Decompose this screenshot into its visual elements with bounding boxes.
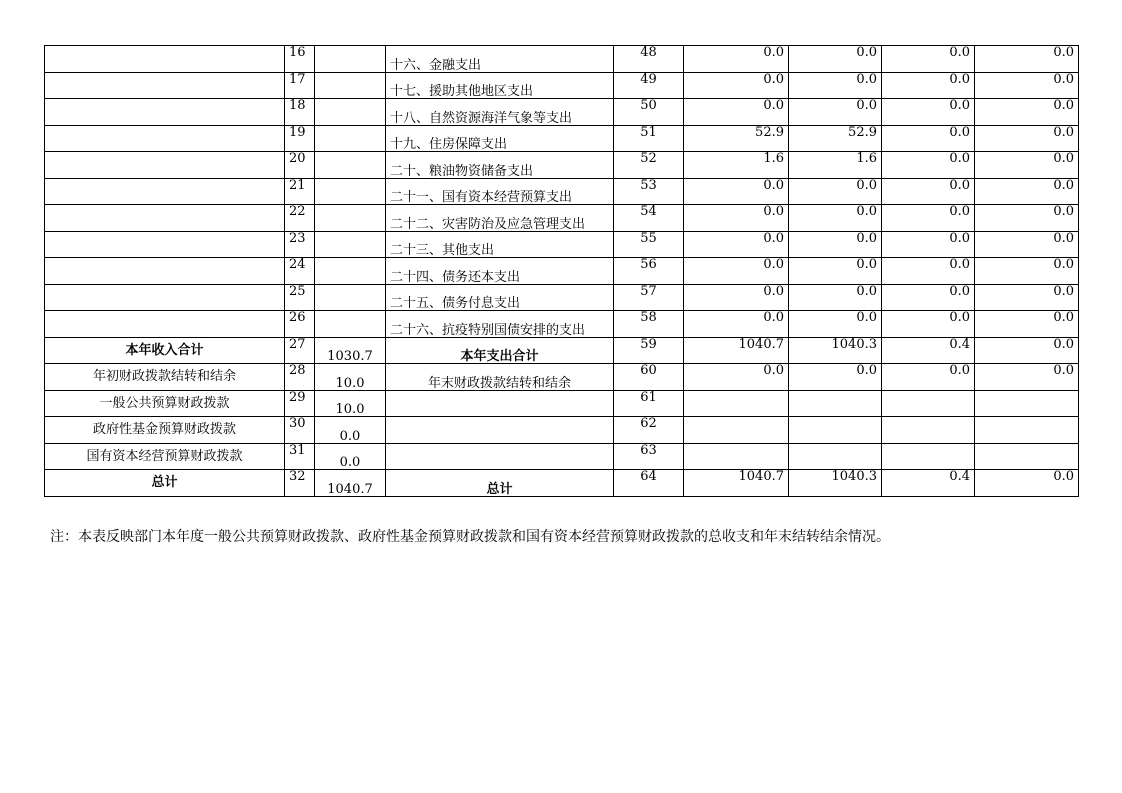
expense-total: 0.0 — [684, 205, 789, 232]
table-row — [45, 390, 1079, 417]
state-capital-amount: 0.0 — [975, 152, 1079, 179]
state-capital-amount: 0.0 — [975, 337, 1079, 364]
expense-item-label: 二十一、国有资本经营预算支出 — [386, 178, 614, 205]
expense-total: 0.0 — [684, 284, 789, 311]
expense-total: 1040.7 — [684, 470, 789, 497]
income-amount — [315, 125, 386, 152]
expense-row-number: 60 — [614, 364, 684, 391]
income-row-number: 28 — [285, 364, 315, 391]
government-fund-amount — [882, 443, 975, 470]
expense-row-number: 56 — [614, 258, 684, 285]
general-public-budget-amount — [789, 390, 882, 417]
expense-row-number: 57 — [614, 284, 684, 311]
state-capital-amount — [975, 417, 1079, 444]
income-item-label: 年初财政拨款结转和结余 — [45, 364, 285, 391]
general-public-budget-amount: 0.0 — [789, 205, 882, 232]
expense-item-label: 二十四、债务还本支出 — [386, 258, 614, 285]
government-fund-amount: 0.4 — [882, 470, 975, 497]
expense-item-label: 十九、住房保障支出 — [386, 125, 614, 152]
income-amount — [315, 258, 386, 285]
expense-item-label — [386, 443, 614, 470]
state-capital-amount: 0.0 — [975, 99, 1079, 126]
income-item-label — [45, 152, 285, 179]
expense-item-label: 年末财政拨款结转和结余 — [386, 364, 614, 391]
general-public-budget-amount: 1.6 — [789, 152, 882, 179]
expense-item-label: 二十三、其他支出 — [386, 231, 614, 258]
table-row — [45, 152, 1079, 179]
income-amount — [315, 72, 386, 99]
expense-total — [684, 417, 789, 444]
expense-item-label: 二十五、债务付息支出 — [386, 284, 614, 311]
expense-total: 1.6 — [684, 152, 789, 179]
general-public-budget-amount — [789, 417, 882, 444]
expense-total — [684, 443, 789, 470]
income-row-number: 30 — [285, 417, 315, 444]
general-public-budget-amount: 1040.3 — [789, 337, 882, 364]
government-fund-amount: 0.0 — [882, 178, 975, 205]
expense-row-number: 55 — [614, 231, 684, 258]
general-public-budget-amount: 1040.3 — [789, 470, 882, 497]
expense-item-label: 二十六、抗疫特别国债安排的支出 — [386, 311, 614, 338]
income-row-number: 22 — [285, 205, 315, 232]
income-item-label: 政府性基金预算财政拨款 — [45, 417, 285, 444]
expense-item-label: 二十、粮油物资储备支出 — [386, 152, 614, 179]
state-capital-amount: 0.0 — [975, 46, 1079, 73]
expense-item-label: 总计 — [386, 470, 614, 497]
expense-row-number: 48 — [614, 46, 684, 73]
expense-item-label: 十七、援助其他地区支出 — [386, 72, 614, 99]
expense-row-number: 59 — [614, 337, 684, 364]
expense-item-label: 十六、金融支出 — [386, 46, 614, 73]
income-item-label — [45, 284, 285, 311]
income-row-number: 26 — [285, 311, 315, 338]
general-public-budget-amount: 0.0 — [789, 284, 882, 311]
income-row-number: 18 — [285, 99, 315, 126]
table-row — [45, 470, 1079, 497]
state-capital-amount: 0.0 — [975, 284, 1079, 311]
state-capital-amount: 0.0 — [975, 125, 1079, 152]
income-amount — [315, 311, 386, 338]
income-item-label — [45, 72, 285, 99]
expense-row-number: 61 — [614, 390, 684, 417]
income-item-label — [45, 178, 285, 205]
table-note: 注：本表反映部门本年度一般公共预算财政拨款、政府性基金预算财政拨款和国有资本经营预算财政拨款的总收支和年末结转结余情况。 — [50, 529, 890, 545]
income-item-label — [45, 258, 285, 285]
income-item-label: 国有资本经营预算财政拨款 — [45, 443, 285, 470]
general-public-budget-amount: 0.0 — [789, 72, 882, 99]
table-row — [45, 284, 1079, 311]
income-row-number: 17 — [285, 72, 315, 99]
expense-item-label: 十八、自然资源海洋气象等支出 — [386, 99, 614, 126]
table-row — [45, 311, 1079, 338]
expense-total: 1040.7 — [684, 337, 789, 364]
expense-total: 0.0 — [684, 46, 789, 73]
government-fund-amount: 0.0 — [882, 46, 975, 73]
table-row — [45, 258, 1079, 285]
expense-row-number: 49 — [614, 72, 684, 99]
expense-row-number: 54 — [614, 205, 684, 232]
expense-row-number: 50 — [614, 99, 684, 126]
income-amount: 10.0 — [315, 390, 386, 417]
income-amount: 0.0 — [315, 417, 386, 444]
expense-row-number: 63 — [614, 443, 684, 470]
income-item-label: 总计 — [45, 470, 285, 497]
general-public-budget-amount: 0.0 — [789, 178, 882, 205]
government-fund-amount — [882, 417, 975, 444]
income-row-number: 24 — [285, 258, 315, 285]
state-capital-amount: 0.0 — [975, 178, 1079, 205]
general-public-budget-amount: 0.0 — [789, 46, 882, 73]
state-capital-amount — [975, 443, 1079, 470]
income-row-number: 27 — [285, 337, 315, 364]
income-item-label: 一般公共预算财政拨款 — [45, 390, 285, 417]
expense-item-label — [386, 417, 614, 444]
state-capital-amount: 0.0 — [975, 258, 1079, 285]
table-row — [45, 205, 1079, 232]
expense-row-number: 52 — [614, 152, 684, 179]
general-public-budget-amount: 52.9 — [789, 125, 882, 152]
income-amount: 1030.7 — [315, 337, 386, 364]
income-amount — [315, 46, 386, 73]
government-fund-amount: 0.0 — [882, 231, 975, 258]
expense-total: 0.0 — [684, 178, 789, 205]
table-row — [45, 72, 1079, 99]
table-row — [45, 337, 1079, 364]
state-capital-amount: 0.0 — [975, 470, 1079, 497]
table-row — [45, 417, 1079, 444]
table-row — [45, 99, 1079, 126]
expense-total: 0.0 — [684, 364, 789, 391]
income-item-label — [45, 46, 285, 73]
income-amount — [315, 284, 386, 311]
income-row-number: 31 — [285, 443, 315, 470]
expense-row-number: 62 — [614, 417, 684, 444]
income-amount — [315, 99, 386, 126]
state-capital-amount: 0.0 — [975, 364, 1079, 391]
income-item-label — [45, 205, 285, 232]
table-row — [45, 125, 1079, 152]
table-row — [45, 364, 1079, 391]
government-fund-amount: 0.0 — [882, 311, 975, 338]
expense-total: 0.0 — [684, 258, 789, 285]
government-fund-amount: 0.0 — [882, 364, 975, 391]
table-row — [45, 443, 1079, 470]
government-fund-amount: 0.0 — [882, 125, 975, 152]
income-row-number: 29 — [285, 390, 315, 417]
income-row-number: 16 — [285, 46, 315, 73]
table-row — [45, 178, 1079, 205]
expense-total — [684, 390, 789, 417]
income-item-label — [45, 125, 285, 152]
state-capital-amount — [975, 390, 1079, 417]
table-row — [45, 231, 1079, 258]
general-public-budget-amount: 0.0 — [789, 231, 882, 258]
income-row-number: 32 — [285, 470, 315, 497]
income-item-label — [45, 231, 285, 258]
expense-total: 0.0 — [684, 311, 789, 338]
state-capital-amount: 0.0 — [975, 205, 1079, 232]
expense-row-number: 53 — [614, 178, 684, 205]
expense-total: 52.9 — [684, 125, 789, 152]
expense-item-label — [386, 390, 614, 417]
income-item-label — [45, 311, 285, 338]
income-item-label: 本年收入合计 — [45, 337, 285, 364]
income-item-label — [45, 99, 285, 126]
income-row-number: 25 — [285, 284, 315, 311]
income-amount — [315, 205, 386, 232]
income-amount: 10.0 — [315, 364, 386, 391]
state-capital-amount: 0.0 — [975, 72, 1079, 99]
expense-total: 0.0 — [684, 99, 789, 126]
expense-total: 0.0 — [684, 72, 789, 99]
government-fund-amount: 0.0 — [882, 99, 975, 126]
government-fund-amount — [882, 390, 975, 417]
government-fund-amount: 0.0 — [882, 284, 975, 311]
state-capital-amount: 0.0 — [975, 231, 1079, 258]
expense-total: 0.0 — [684, 231, 789, 258]
general-public-budget-amount — [789, 443, 882, 470]
general-public-budget-amount: 0.0 — [789, 99, 882, 126]
government-fund-amount: 0.0 — [882, 258, 975, 285]
income-amount: 1040.7 — [315, 470, 386, 497]
general-public-budget-amount: 0.0 — [789, 311, 882, 338]
expense-item-label: 二十二、灾害防治及应急管理支出 — [386, 205, 614, 232]
income-amount — [315, 178, 386, 205]
table-body — [45, 46, 1079, 497]
income-row-number: 19 — [285, 125, 315, 152]
general-public-budget-amount: 0.0 — [789, 364, 882, 391]
government-fund-amount: 0.4 — [882, 337, 975, 364]
expense-row-number: 58 — [614, 311, 684, 338]
expense-row-number: 51 — [614, 125, 684, 152]
table-row — [45, 46, 1079, 73]
state-capital-amount: 0.0 — [975, 311, 1079, 338]
expense-row-number: 64 — [614, 470, 684, 497]
income-row-number: 21 — [285, 178, 315, 205]
income-amount — [315, 231, 386, 258]
government-fund-amount: 0.0 — [882, 72, 975, 99]
expense-item-label: 本年支出合计 — [386, 337, 614, 364]
income-amount: 0.0 — [315, 443, 386, 470]
government-fund-amount: 0.0 — [882, 205, 975, 232]
income-amount — [315, 152, 386, 179]
income-row-number: 20 — [285, 152, 315, 179]
income-row-number: 23 — [285, 231, 315, 258]
government-fund-amount: 0.0 — [882, 152, 975, 179]
budget-table — [44, 45, 1079, 497]
general-public-budget-amount: 0.0 — [789, 258, 882, 285]
